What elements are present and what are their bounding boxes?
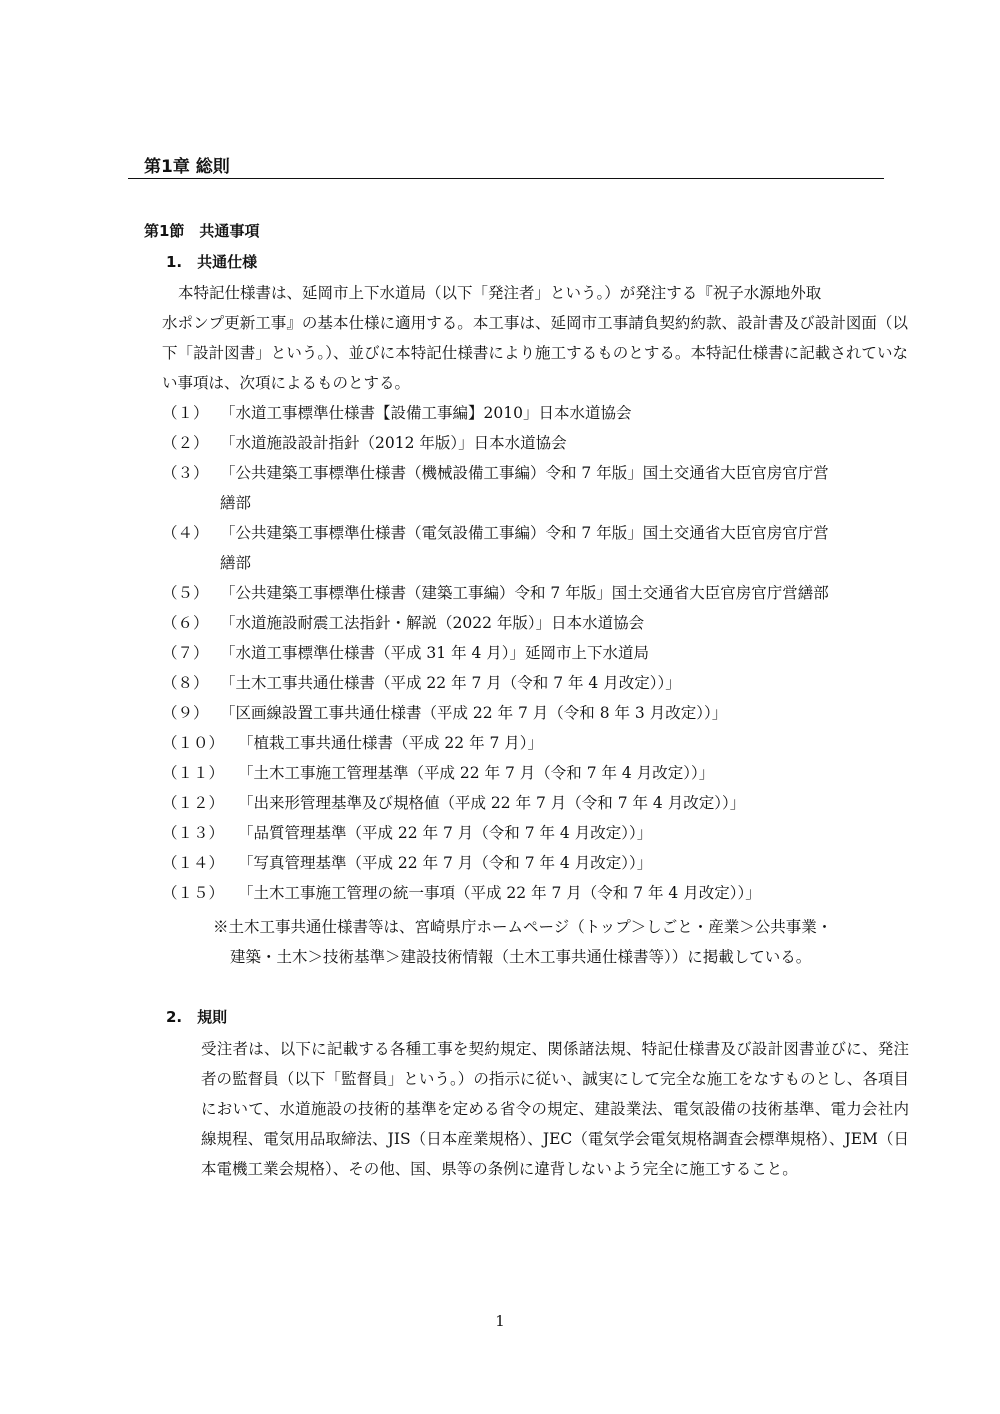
reference-list bbox=[162, 398, 908, 908]
list-item-number: （４） bbox=[162, 524, 209, 542]
list-item-text: 「公共建築工事標準仕様書（機械設備工事編）令和 7 年版」国土交通省大臣官房官庁営 bbox=[220, 464, 829, 482]
list-item bbox=[162, 428, 908, 458]
list-item-text: 「土木工事施工管理の統一事項（平成 22 年 7 月（令和 7 年 4 月改定））」 bbox=[238, 884, 761, 902]
list-item-number: （９） bbox=[162, 704, 209, 722]
list-item bbox=[162, 398, 908, 428]
list-item-text: 「写真管理基準（平成 22 年 7 月（令和 7 年 4 月改定））」 bbox=[238, 854, 653, 872]
list-item-text: 「公共建築工事標準仕様書（電気設備工事編）令和 7 年版」国土交通省大臣官房官庁営 bbox=[220, 524, 829, 542]
list-item-number: （１５） bbox=[162, 884, 225, 902]
list-item bbox=[162, 728, 908, 758]
list-item-text: 「出来形管理基準及び規格値（平成 22 年 7 月（令和 7 年 4 月改定））」 bbox=[238, 794, 746, 812]
list-item-number: （１２） bbox=[162, 794, 225, 812]
list-item-text: 「植栽工事共通仕様書（平成 22 年 7 月）」 bbox=[238, 734, 544, 752]
list-item bbox=[162, 818, 908, 848]
list-item-number: （１） bbox=[162, 404, 209, 422]
list-item bbox=[162, 608, 908, 638]
list-item-number: （６） bbox=[162, 614, 209, 632]
list-item bbox=[162, 758, 908, 788]
list-item bbox=[162, 878, 908, 908]
common-spec-paragraph bbox=[162, 278, 908, 398]
list-item bbox=[162, 578, 908, 608]
page-number: 1 bbox=[495, 1312, 505, 1330]
list-item-continuation: 繕部 bbox=[220, 494, 252, 512]
list-item bbox=[162, 668, 908, 698]
list-item-number: （８） bbox=[162, 674, 209, 692]
chapter-divider bbox=[128, 178, 884, 179]
list-item-number: （１４） bbox=[162, 854, 225, 872]
chapter-title: 第1章 総則 bbox=[144, 157, 230, 177]
list-item bbox=[162, 518, 908, 578]
list-item-text: 「公共建築工事標準仕様書（建築工事編）令和 7 年版」国土交通省大臣官房官庁営繕部 bbox=[220, 584, 829, 602]
reference-note-line2: 建築・土木＞技術基準＞建設技術情報（土木工事共通仕様書等））に掲載している。 bbox=[230, 948, 812, 966]
reference-note bbox=[213, 912, 913, 972]
list-item-number: （１０） bbox=[162, 734, 225, 752]
list-item-text: 「区画線設置工事共通仕様書（平成 22 年 7 月（令和 8 年 3 月改定））」 bbox=[220, 704, 728, 722]
list-item bbox=[162, 788, 908, 818]
list-item bbox=[162, 458, 908, 518]
list-item-text: 「品質管理基準（平成 22 年 7 月（令和 7 年 4 月改定））」 bbox=[238, 824, 653, 842]
common-spec-paragraph-first-line: 本特記仕様書は、延岡市上下水道局（以下「発注者」という。）が発注する『祝子水源地外取 bbox=[178, 284, 822, 302]
list-item-number: （５） bbox=[162, 584, 209, 602]
list-item-text: 「土木工事共通仕様書（平成 22 年 7 月（令和 7 年 4 月改定））」 bbox=[220, 674, 681, 692]
reference-note-line1: ※土木工事共通仕様書等は、宮崎県庁ホームページ（トップ＞しごと・産業＞公共事業・ bbox=[213, 918, 833, 936]
rules-paragraph: 受注者は、以下に記載する各種工事を契約規定、関係諸法規、特記仕様書及び設計図書並びに、発注者の監督員（以下「監督員」という。）の指示に従い、誠実にして完全な施工をなすものとし、各項目において、水道施設の技術的基準を定める省令の規定、建設業法、電気設備の技術基準、電力会社内線規程、電気用品取締法、JIS（日本産業規格）、JEC（電気学会電気規格調査会標準規格）、JEM（日本電機工業会規格）、その他、国、県等の条例に違背しないよう完全に施工すること。 bbox=[201, 1040, 909, 1178]
list-item-text: 「水道施設耐震工法指針・解説（2022 年版）」日本水道協会 bbox=[220, 614, 645, 632]
list-item-number: （７） bbox=[162, 644, 209, 662]
list-item-number: （３） bbox=[162, 464, 209, 482]
list-item-number: （２） bbox=[162, 434, 209, 452]
list-item bbox=[162, 698, 908, 728]
list-item bbox=[162, 638, 908, 668]
list-item-number: （１１） bbox=[162, 764, 225, 782]
section-title: 第1節 共通事項 bbox=[144, 222, 260, 240]
list-item-number: （１３） bbox=[162, 824, 225, 842]
list-item-continuation: 繕部 bbox=[220, 554, 252, 572]
list-item-text: 「水道工事標準仕様書【設備工事編】2010」日本水道協会 bbox=[220, 404, 632, 422]
list-item-text: 「水道工事標準仕様書（平成 31 年 4 月）」延岡市上下水道局 bbox=[220, 644, 650, 662]
subsection-title-common-spec: 1. 共通仕様 bbox=[166, 253, 258, 271]
common-spec-paragraph-rest: 水ポンプ更新工事』の基本仕様に適用する。本工事は、延岡市工事請負契約約款、設計書及び設計図面（以下「設計図書」という。）、並びに本特記仕様書により施工するものとする。本特記仕様書に記載されていない事項は、次項によるものとする。 bbox=[162, 314, 908, 392]
list-item-text: 「水道施設設計指針（2012 年版）」日本水道協会 bbox=[220, 434, 567, 452]
list-item-text: 「土木工事施工管理基準（平成 22 年 7 月（令和 7 年 4 月改定））」 bbox=[238, 764, 715, 782]
subsection-title-rules: 2. 規則 bbox=[166, 1008, 228, 1026]
list-item bbox=[162, 848, 908, 878]
